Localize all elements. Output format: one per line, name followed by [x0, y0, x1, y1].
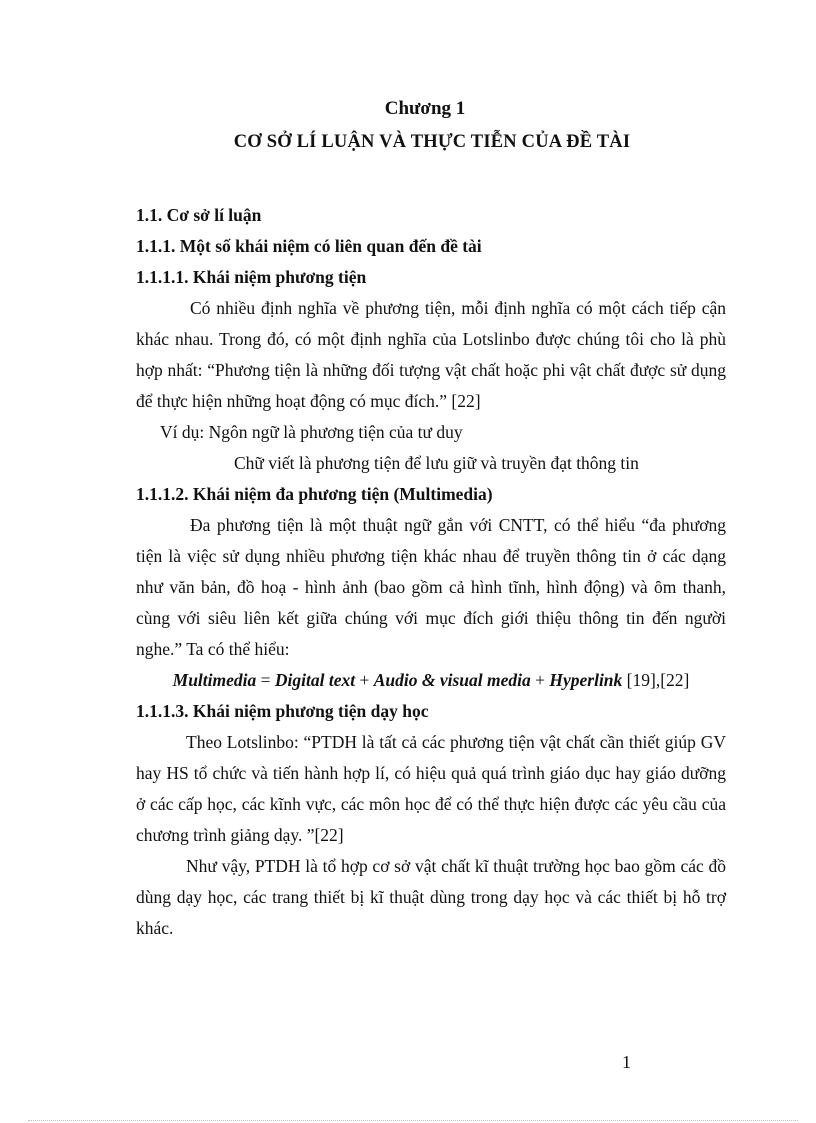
example-line-2: Chữ viết là phương tiện để lưu giữ và truyền đạt thông tin: [234, 453, 639, 473]
formula-operator-plus-1: +: [355, 670, 374, 690]
formula-term-multimedia: Multimedia: [172, 670, 257, 690]
chapter-number: Chương 1: [384, 98, 466, 119]
section-heading-1-1-1: 1.1.1. Một số khái niệm có liên quan đến đề tài: [136, 236, 482, 256]
section-heading-1-1-1-3: 1.1.1.3. Khái niệm phương tiện dạy học: [136, 701, 429, 721]
page-number: 1: [622, 1052, 631, 1072]
section-heading-1-1-1-1: 1.1.1.1. Khái niệm phương tiện: [136, 267, 367, 287]
formula-term-hyperlink: Hyperlink: [549, 670, 623, 690]
document-body: [136, 200, 726, 944]
paragraph-conclusion: Như vậy, PTDH là tổ hợp cơ sở vật chất kĩ thuật trường học bao gồm các đồ dùng dạy học, các trang thiết bị kĩ thuật dùng trong dạy học và các thiết bị hỗ trợ khác.: [136, 856, 726, 938]
paragraph-definition-teaching-aids: Theo Lotslinbo: “PTDH là tất cả các phương tiện vật chất cần thiết giúp GV hay HS tổ chức và tiến hành hợp lí, có hiệu quả quá trình giáo dục hay giáo dưỡng ở các cấp học, các kĩnh vực, các môn học để có thể thực hiện được các yêu cầu của chương trình giảng dạy. ”[22]: [136, 732, 726, 845]
chapter-title: CƠ SỞ LÍ LUẬN VÀ THỰC TIỄN CỦA ĐỀ TÀI: [233, 132, 631, 152]
formula-term-audio-visual: Audio & visual media: [373, 670, 531, 690]
section-heading-1-1-1-2: 1.1.1.2. Khái niệm đa phương tiện (Multimedia): [136, 484, 493, 504]
paragraph-definition-multimedia: Đa phương tiện là một thuật ngữ gắn với CNTT, có thể hiểu “đa phương tiện là việc sử dụng nhiều phương tiện khác nhau để truyền thông tin ở các dạng như văn bản, đồ hoạ - hình ảnh (bao gồm cả hình tĩnh, hình động) và ȏm thanh, cùng với siêu liên kết giữa chúng với mục đích giới thiệu thông tin đến người nghe.” Ta có thể hiểu:: [136, 515, 726, 659]
multimedia-formula: [136, 665, 726, 696]
paragraph-definition-means: Có nhiều định nghĩa về phương tiện, mỗi định nghĩa có một cách tiếp cận khác nhau. Trong đó, có một định nghĩa của Lotslinbo được chúng tôi cho là phù hợp nhất: “Phương tiện là những đối tượng vật chất hoặc phi vật chất được sử dụng để thực hiện những hoạt động có mục đích.” [22]: [136, 298, 726, 411]
section-heading-1-1: 1.1. Cơ sở lí luận: [136, 205, 262, 225]
page-bottom-divider: [28, 1120, 798, 1121]
formula-operator-plus-2: +: [530, 670, 550, 690]
formula-term-digital-text: Digital text: [274, 670, 356, 690]
formula-references: [19],[22]: [622, 670, 690, 690]
example-line-1: Ví dụ: Ngôn ngữ là phương tiện của tư duy: [160, 422, 463, 442]
formula-operator-equals: =: [256, 670, 275, 690]
